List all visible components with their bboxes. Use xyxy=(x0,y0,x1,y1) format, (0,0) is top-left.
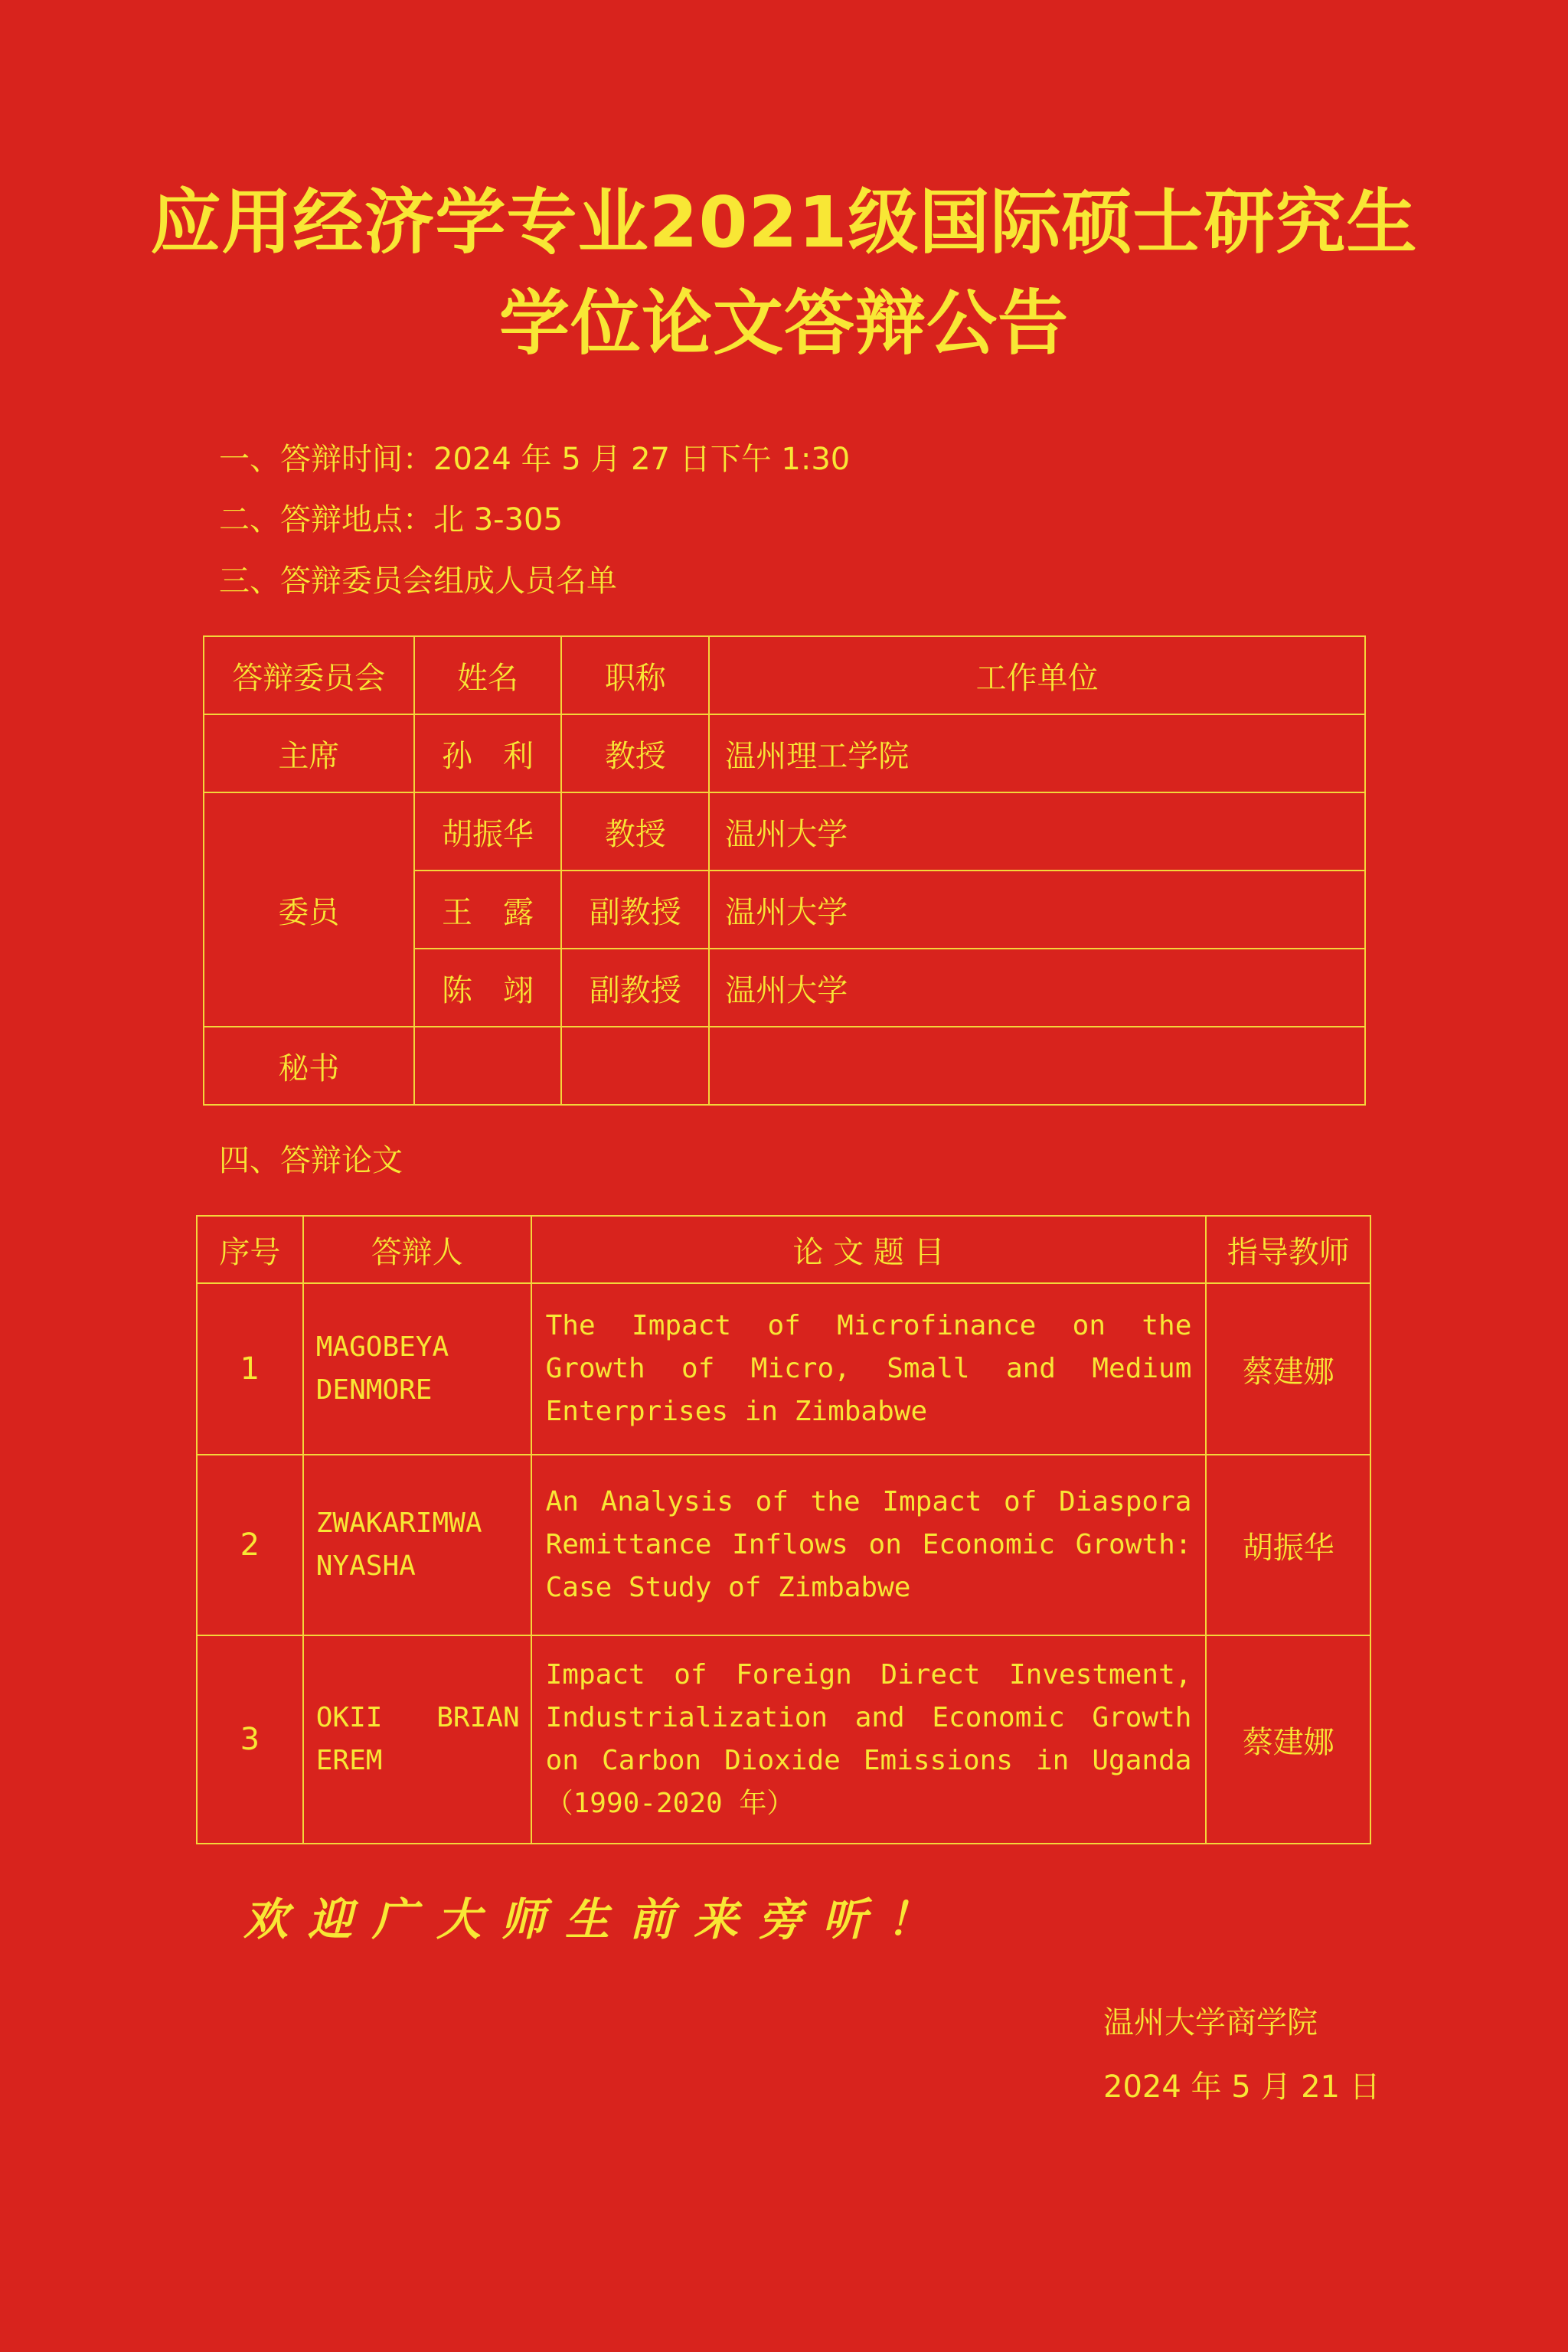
role-secretary: 秘书 xyxy=(204,1027,414,1105)
thesis-heading: 四、答辩论文 xyxy=(219,1143,403,1178)
committee-heading: 三、答辩委员会组成人员名单 xyxy=(219,564,617,599)
role-chair: 主席 xyxy=(204,714,414,792)
thesis-table xyxy=(196,1215,1371,1844)
secretary-unit xyxy=(709,1027,1365,1105)
committee-header-row xyxy=(204,636,1365,714)
thesis-candidate: MAGOBEYA DENMORE xyxy=(303,1283,531,1455)
thesis-topic: The Impact of Microfinance on the Growth of Micro, Small and Medium Enterprises in Zimbabwe xyxy=(531,1283,1207,1455)
issuing-org: 温州大学商学院 xyxy=(1103,2005,1318,2040)
thesis-topic: Impact of Foreign Direct Investment, Industrialization and Economic Growth on Carbon Dioxide Emissions in Uganda（1990-2020 年） xyxy=(531,1635,1207,1844)
member-name: 胡振华 xyxy=(414,792,562,871)
thesis-row xyxy=(197,1283,1370,1455)
member-name: 陈 翊 xyxy=(414,949,562,1027)
title-line-1: 应用经济学专业2021级国际硕士研究生 xyxy=(150,181,1418,263)
thesis-number: 1 xyxy=(197,1283,303,1455)
header-number: 序号 xyxy=(197,1216,303,1283)
title-line-2: 学位论文答辩公告 xyxy=(498,283,1069,364)
header-advisor: 指导教师 xyxy=(1206,1216,1370,1283)
defense-time: 一、答辩时间：2024 年 5 月 27 日下午 1:30 xyxy=(219,442,851,477)
thesis-candidate: OKII BRIAN EREM xyxy=(303,1635,531,1844)
welcome-message: 欢迎广大师生前来旁听！ xyxy=(243,1893,952,1945)
thesis-header-row xyxy=(197,1216,1370,1283)
secretary-name xyxy=(414,1027,562,1105)
member-unit: 温州大学 xyxy=(709,871,1365,949)
header-rank: 职称 xyxy=(561,636,709,714)
secretary-rank xyxy=(561,1027,709,1105)
committee-table xyxy=(203,635,1366,1106)
issue-date: 2024 年 5 月 21 日 xyxy=(1103,2069,1380,2105)
page-title xyxy=(0,172,1568,374)
member-rank: 副教授 xyxy=(561,949,709,1027)
thesis-number: 2 xyxy=(197,1455,303,1635)
header-unit: 工作单位 xyxy=(709,636,1365,714)
thesis-number: 3 xyxy=(197,1635,303,1844)
header-topic: 论 文 题 目 xyxy=(531,1216,1207,1283)
member-name: 王 露 xyxy=(414,871,562,949)
header-candidate: 答辩人 xyxy=(303,1216,531,1283)
committee-row-chair xyxy=(204,714,1365,792)
thesis-advisor: 蔡建娜 xyxy=(1206,1635,1370,1844)
member-unit: 温州大学 xyxy=(709,949,1365,1027)
role-member: 委员 xyxy=(204,792,414,1027)
committee-row-member xyxy=(204,792,1365,871)
defense-place: 二、答辩地点：北 3-305 xyxy=(219,502,563,537)
thesis-advisor: 蔡建娜 xyxy=(1206,1283,1370,1455)
header-name: 姓名 xyxy=(414,636,562,714)
thesis-topic: An Analysis of the Impact of Diaspora Remittance Inflows on Economic Growth: Case Study of Zimbabwe xyxy=(531,1455,1207,1635)
chair-rank: 教授 xyxy=(561,714,709,792)
member-unit: 温州大学 xyxy=(709,792,1365,871)
thesis-row xyxy=(197,1635,1370,1844)
chair-name: 孙 利 xyxy=(414,714,562,792)
thesis-row xyxy=(197,1455,1370,1635)
committee-row-secretary xyxy=(204,1027,1365,1105)
chair-unit: 温州理工学院 xyxy=(709,714,1365,792)
member-rank: 教授 xyxy=(561,792,709,871)
header-committee: 答辩委员会 xyxy=(204,636,414,714)
member-rank: 副教授 xyxy=(561,871,709,949)
thesis-advisor: 胡振华 xyxy=(1206,1455,1370,1635)
thesis-candidate: ZWAKARIMWA NYASHA xyxy=(303,1455,531,1635)
